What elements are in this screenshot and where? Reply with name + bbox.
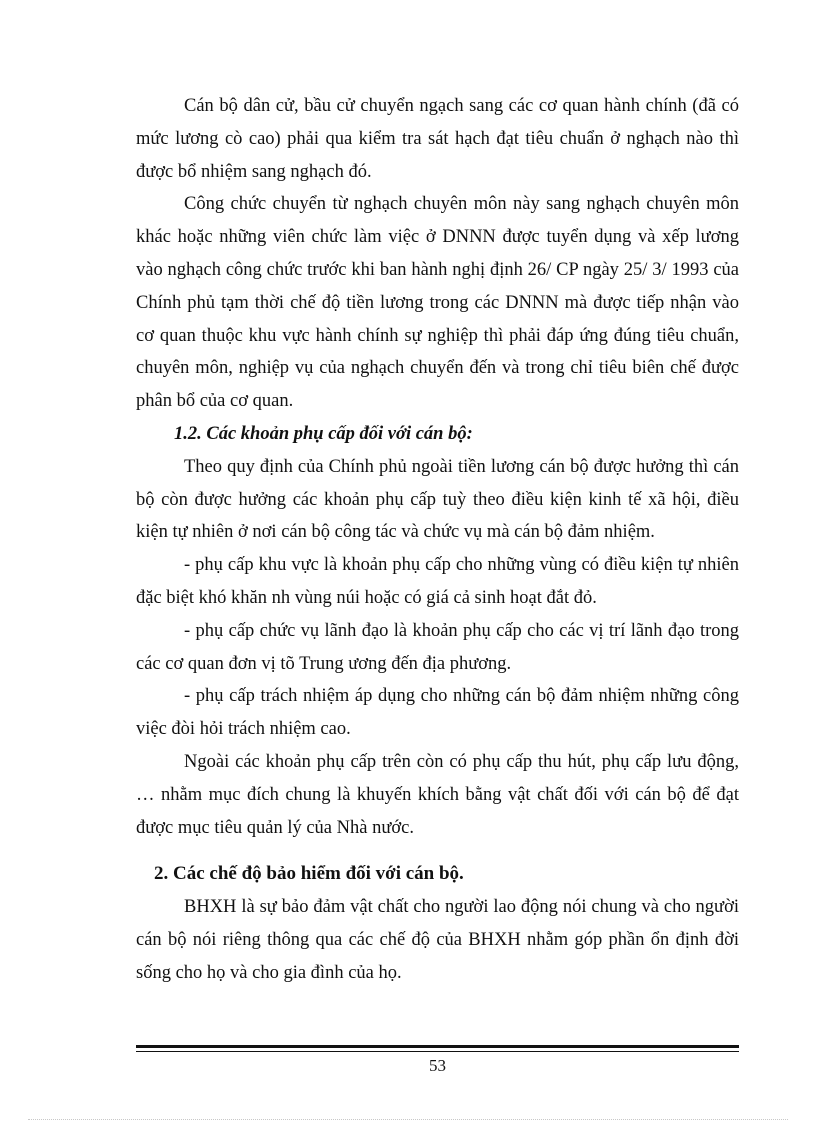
paragraph: Công chức chuyển từ nghạch chuyên môn này sang nghạch chuyên môn khác hoặc những viên chức làm việc ở DNNN được tuyển dụng và xếp lương vào nghạch công chức trước khi ban hành nghị định 26/ CP ngày 25/ 3/ 1993 của Chính phủ tạm thời chế độ tiền lương trong các DNNN mà được tiếp nhận vào cơ quan thuộc khu vực hành chính sự nghiệp thì phải đáp ứng đúng tiêu chuẩn, chuyên môn, nghiệp vụ của nghạch chuyển đến và trong chỉ tiêu biên chế được phân bổ của cơ quan. (136, 194, 739, 412)
page-edge-divider (28, 1119, 788, 1120)
page-number: 53 (429, 1056, 446, 1075)
list-item: - phụ cấp khu vực là khoản phụ cấp cho những vùng có điều kiện tự nhiên đặc biệt khó khăn nh vùng núi hoặc có giá cả sinh hoạt đắt đỏ. (136, 555, 739, 608)
paragraph: BHXH là sự bảo đảm vật chất cho người lao động nói chung và cho người cán bộ nói riêng thông qua các chế độ của BHXH nhằm góp phần ổn định đời sống cho họ và cho gia đình của họ. (136, 897, 739, 983)
body-text (136, 90, 739, 990)
subsection-heading: 1.2. Các khoản phụ cấp đối với cán bộ: (174, 423, 473, 444)
list-item: - phụ cấp chức vụ lãnh đạo là khoản phụ cấp cho các vị trí lãnh đạo trong các cơ quan đơn vị tõ Trung ương đến địa phương. (136, 620, 739, 674)
section-heading: 2. Các chế độ bảo hiểm đối với cán bộ. (154, 863, 464, 885)
footer-divider (136, 1045, 739, 1048)
paragraph: Cán bộ dân cử, bầu cử chuyển ngạch sang các cơ quan hành chính (đã có mức lương cò cao) phải qua kiểm tra sát hạch đạt tiêu chuẩn ở nghạch nào thì được bổ nhiệm sang nghạch đó. (136, 96, 739, 182)
footer-divider-thin (136, 1051, 739, 1052)
paragraph: Ngoài các khoản phụ cấp trên còn có phụ cấp thu hút, phụ cấp lưu động, … nhằm mục đích chung là khuyến khích bằng vật chất đối với cán bộ để đạt được mục tiêu quản lý của Nhà nước. (136, 751, 739, 838)
paragraph: Theo quy định của Chính phủ ngoài tiền lương cán bộ được hưởng thì cán bộ còn được hưởng các khoản phụ cấp tuỳ theo điều kiện kinh tế xã hội, điều kiện tự nhiên ở nơi cán bộ công tác và chức vụ mà cán bộ đảm nhiệm. (136, 456, 739, 543)
list-item: - phụ cấp trách nhiệm áp dụng cho những cán bộ đảm nhiệm những công việc đòi hỏi trách nhiệm cao. (136, 686, 739, 740)
